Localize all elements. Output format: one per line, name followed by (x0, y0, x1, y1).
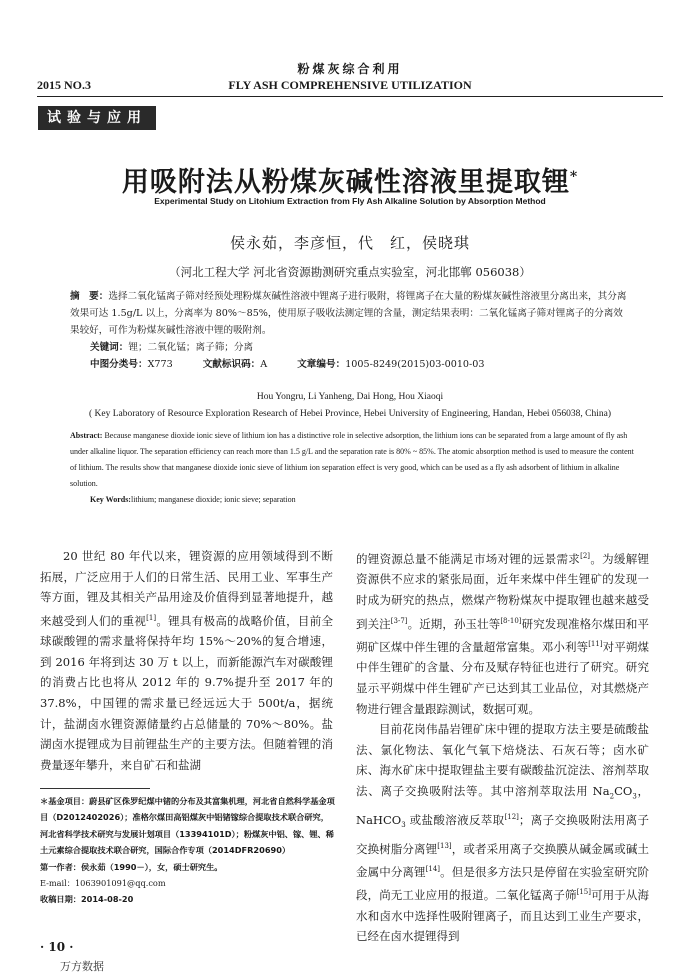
paper-title (0, 160, 700, 199)
received-note: 收稿日期：2014-08-20 (40, 894, 134, 905)
ref-mark: [3-7] (390, 616, 408, 625)
keywords-cn-text: 锂；二氧化锰；离子筛；分离 (128, 342, 254, 353)
abstract-en (70, 428, 635, 492)
page-number: · 10 · (40, 940, 74, 954)
footnote-rule (40, 788, 150, 789)
keywords-en-text: lithium; manganese dioxide; ionic sieve; separation (130, 495, 296, 504)
abstract-en-label: Abstract: (70, 431, 103, 440)
ref-mark: [12] (504, 812, 519, 821)
ref-mark: [11] (588, 640, 603, 649)
abstract-en-text: Because manganese dioxide ionic sieve of lithium ion has a distinctive role in selective adsorption, the lithium ions can be separated from a large amount of fly ash under alkaline liquor. The separation efficiency can reach more than 1.5 g/L and the separation rate is 80% ~ 85%. The atomic absorption method is used to measure the content of lithium. The results show that manganese dioxide ionic sieve of lithium ion separation effect is very good, which can be used as a fly ash adsorbent of lithium in alkaline solution. (70, 431, 634, 488)
keywords-cn (90, 339, 253, 353)
title-footnote-mark: * (569, 169, 579, 185)
abstract-cn (70, 288, 630, 339)
classification-line (90, 356, 484, 370)
body-paragraph: 的锂资源总量不能满足市场对锂的远景需求[2]。为缓解锂资源供不应求的紧张局面，近年来煤中伴生锂矿的发现一时成为研究的热点，燃煤产物粉煤灰中提取锂也越来越受到关注[3-7]。近期，孙玉壮等[8-10]研究发现准格尔煤田和平朔矿区煤中伴生锂的含量超常富集。邓小利等[11]对平朔煤中伴生锂矿的含量、分布及赋存特征也进行了研究。研究显示平朔煤中伴生锂矿产已达到其工业品位，对其燃烧产物进行锂含量跟踪测试，数据可观。 (356, 551, 650, 716)
ref-mark: [2] (580, 552, 591, 560)
clc-number: 中图分类号：X773 (90, 359, 173, 370)
body-paragraph: 20 世纪 80 年代以来，锂资源的应用领域得到不断拓展，广泛应用于人们的日常生活、民用工业、军事生产等方面，锂及其相关产品用途及价值得到显著地提升，越来越受到人们的重视[1]。锂具有极高的战略价值，目前全球碳酸锂的需求量将保持年均 15%～20%的复合增速，到 2016 年将到达 30 万 t 以上，而新能源汽车对碳酸锂的消费占比也将从 2012 年的 9.7%提升至 2017 年的 37.8%，中国锂的需求量已经远远大于 500t/a，据统计，盐湖卤水锂资源储量约占总储量的 70%～80%。盐湖卤水提锂成为目前锂盐生产的主要方法。但随着锂的消费量逐年攀升，来自矿石和盐湖 (40, 549, 334, 772)
watermark: 万方数据 (60, 960, 104, 973)
fund-note: ＊基金项目：蔚县矿区侏罗纪煤中锗的分布及其富集机理，河北省自然科学基金项目（D2012402026）；准格尔煤田高铝煤灰中铝锗镓综合提取技术联合研究，河北省科学技术研究与发展计划项目（13394101D）；粉煤灰中铝、镓、锂、稀土元素综合提取技术联合研究，国际合作专项（2014DFR20690） (40, 796, 335, 856)
journal-name-en: FLY ASH COMPREHENSIVE UTILIZATION (228, 78, 472, 92)
paper-title-text: 用吸附法从粉煤灰碱性溶液里提取锂 (121, 167, 570, 198)
ref-mark: [1] (146, 613, 157, 622)
authors: 侯永茹，李彦恒，代 红，侯晓琪 (229, 234, 470, 252)
journal-name-cn: 粉煤灰综合利用 (297, 62, 403, 76)
affiliation: （河北工程大学 河北省资源勘测研究重点实验室，河北邯郸 056038） (169, 265, 531, 279)
footnote (40, 793, 336, 908)
author-note: 第一作者：侯永茹（1990－），女，硕士研究生。 (40, 861, 223, 872)
body-right-column (356, 546, 649, 947)
ref-mark: [13] (437, 841, 452, 850)
doc-code: 文献标识码：A (202, 359, 268, 370)
ref-mark: [8-10] (500, 616, 522, 625)
article-number: 文章编号：1005-8249(2015)03-0010-03 (297, 359, 485, 370)
email-note: E-mail：1063901091@qq.com (40, 878, 166, 889)
ref-mark: [15] (576, 888, 591, 897)
body-paragraph: 目前花岗伟晶岩锂矿床中锂的提取方法主要是硫酸盐法、氯化物法、氧化气氧下焙烧法、石灰石等；卤水矿床、海水矿床中提取锂盐主要有碳酸盐沉淀法、溶剂萃取法、离子交换吸附法等。其中溶剂萃取法用 $Na_2CO_3$，NaHCO$_3$ 或盐酸溶液反萃取[12]；离子交换吸附法用离子交换树脂分离锂[13]，或者采用离子交换膜从碱金属或碱土金属中分离锂[14]。但是很多方法只是停留在实验室研究阶段，尚无工业应用的报道。二氧化锰离子筛[15]可用于从海水和卤水中选择性吸附锂离子，而且达到工业生产要求，已经在卤水提锂得到 (356, 722, 650, 944)
affiliation-en: ( Key Laboratory of Resource Exploration Research of Hebei Province, Hebei University of Engineering, Handan, Hebei 056038, China) (88, 409, 612, 419)
issue-number: 2015 NO.3 (37, 78, 91, 92)
authors-en: Hou Yongru, Li Yanheng, Dai Hong, Hou Xiaoqi (256, 392, 444, 402)
keywords-en (90, 495, 296, 504)
section-tag: 试验与应用 (38, 106, 156, 130)
ref-mark: [14] (425, 865, 441, 874)
keywords-cn-label: 关键词： (90, 342, 129, 353)
paper-title-en: Experimental Study on Litohium Extraction from Fly Ash Alkaline Solution by Absorption Method (154, 196, 546, 206)
header-rule (37, 96, 663, 97)
keywords-en-label: Key Words: (90, 495, 131, 504)
abstract-cn-label: 摘 要： (70, 291, 109, 302)
body-left-column (40, 546, 333, 775)
abstract-cn-text: 选择二氧化锰离子筛对经预处理粉煤灰碱性溶液中锂离子进行吸附，将锂离子在大量的粉煤灰碱性溶液里分离出来，其分离效果可达 1.5g/L 以上，分离率为 80%～85%，使用原子吸收法测定锂的含量，测定结果表明：二氧化锰离子筛对锂离子的分离效果较好，可作为粉煤灰碱性溶液中锂的吸附剂。 (70, 291, 627, 336)
